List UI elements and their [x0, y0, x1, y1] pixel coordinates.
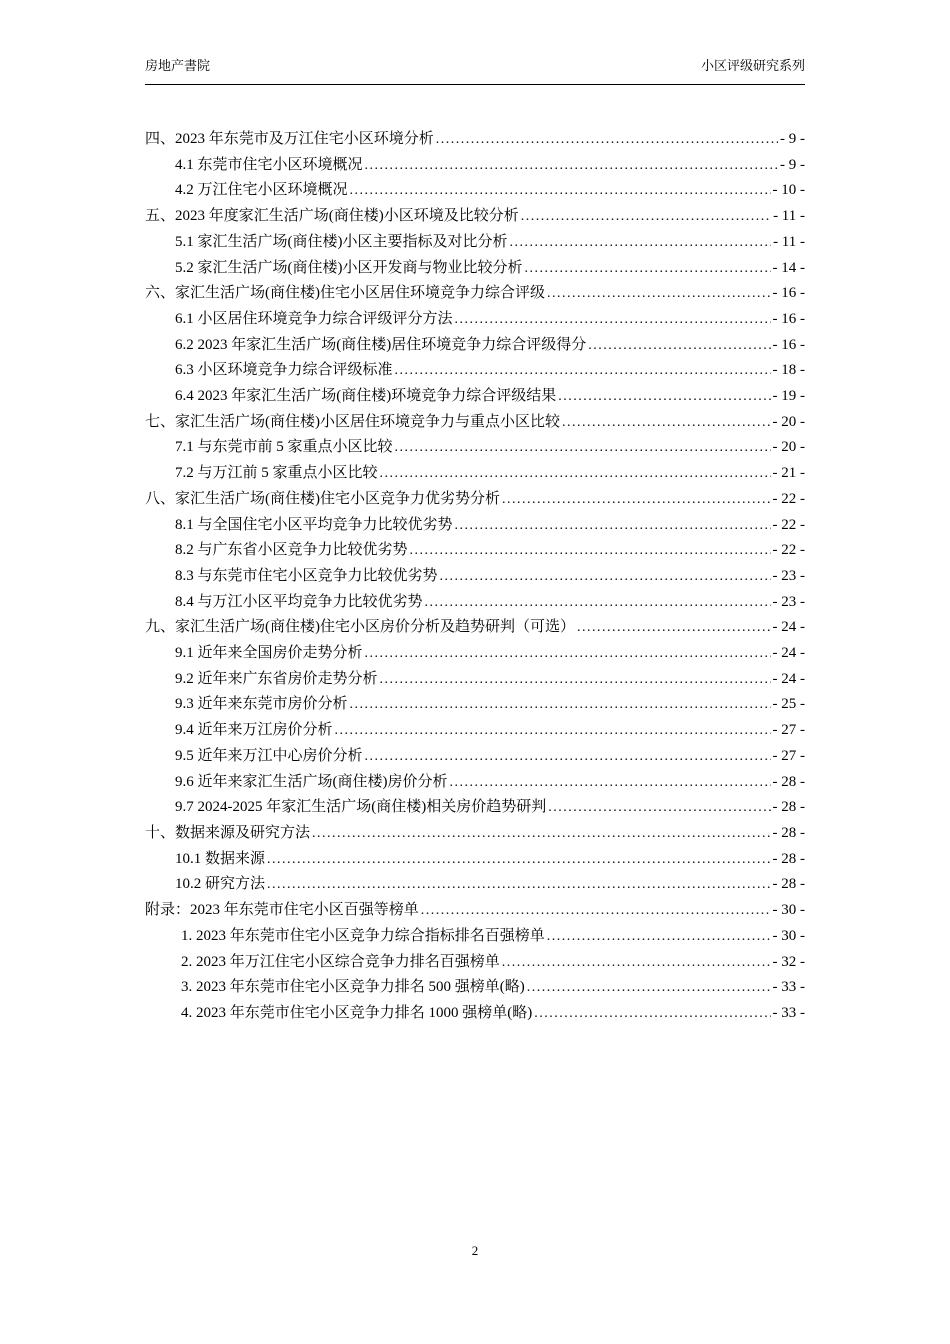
toc-entry-dots: [510, 230, 772, 256]
toc-entry: [145, 538, 805, 564]
toc-entry: [145, 821, 805, 847]
toc-entry: [145, 975, 805, 1001]
toc-entry-title: 9.6 近年来家汇生活广场(商住楼)房价分析: [175, 773, 448, 790]
toc-entry-page: - 20 -: [772, 413, 805, 430]
toc-entry-title: 四、2023 年东莞市及万江住宅小区环境分析: [145, 131, 434, 147]
toc-entry-dots: [365, 641, 771, 667]
toc-entry-dots: [267, 847, 770, 873]
toc-entry-dots: [502, 950, 771, 976]
toc-entry-dots: [395, 358, 771, 384]
toc-entry-page: - 33 -: [772, 979, 805, 996]
toc-entry-dots: [380, 667, 771, 693]
page-number: 2: [471, 1243, 479, 1258]
toc-entry-dots: [548, 795, 770, 821]
toc-entry-title: 5.1 家汇生活广场(商住楼)小区主要指标及对比分析: [175, 233, 508, 250]
toc-entry: [145, 487, 805, 513]
toc-entry-title: 9.2 近年来广东省房价走势分析: [175, 670, 378, 687]
toc-entry-page: - 22 -: [772, 516, 805, 533]
toc-entry-title: 6.2 2023 年家汇生活广场(商住楼)居住环境竞争力综合评级得分: [175, 336, 587, 353]
toc-entry: [145, 410, 805, 436]
toc-entry-title: 8.3 与东莞市住宅小区竞争力比较优劣势: [175, 567, 438, 584]
toc-entry: [145, 898, 805, 924]
toc-entry-title: 附录：2023 年东莞市住宅小区百强等榜单: [145, 902, 419, 919]
toc-entry-page: - 11 -: [773, 233, 805, 250]
toc-entry: [145, 924, 805, 950]
toc-entry-title: 九、家汇生活广场(商住楼)住宅小区房价分析及趋势研判（可选）: [145, 619, 575, 636]
toc-entry-dots: [558, 384, 770, 410]
toc-entry-title: 10.2 研究方法: [175, 876, 266, 893]
toc-entry: [145, 281, 805, 307]
toc-entry: [145, 153, 805, 179]
toc-entry: [145, 127, 805, 153]
toc-entry-page: - 10 -: [772, 182, 805, 199]
toc-entry: [145, 256, 805, 282]
toc-entry: [145, 1001, 805, 1027]
toc-entry-page: - 33 -: [772, 1004, 805, 1021]
toc-entry-dots: [365, 153, 778, 179]
toc-entry-dots: [455, 513, 771, 539]
header-right-text: 小区评级研究系列: [700, 58, 805, 73]
toc-entry-title: 6.3 小区环境竞争力综合评级标准: [175, 362, 393, 379]
toc-entry-page: - 27 -: [772, 722, 805, 739]
toc-entry-page: - 23 -: [772, 593, 805, 610]
toc-entry-dots: [450, 770, 771, 796]
toc-list: [145, 127, 805, 1027]
toc-entry-page: - 28 -: [772, 799, 805, 816]
toc-entry: [145, 461, 805, 487]
toc-entry-title: 7.1 与东莞市前 5 家重点小区比较: [175, 439, 393, 456]
toc-entry: [145, 718, 805, 744]
toc-entry-title: 10.1 数据来源: [175, 850, 266, 867]
toc-entry-page: - 23 -: [772, 567, 805, 584]
toc-entry-dots: [380, 461, 771, 487]
toc-entry: [145, 333, 805, 359]
toc-entry-title: 8.2 与广东省小区竞争力比较优劣势: [175, 542, 408, 559]
toc-entry-dots: [547, 281, 771, 307]
toc-entry-page: - 22 -: [772, 542, 805, 559]
toc-entry-page: - 28 -: [772, 850, 805, 867]
toc-entry-title: 4.2 万江住宅小区环境概况: [175, 182, 348, 199]
toc-entry: [145, 872, 805, 898]
toc-entry-page: - 28 -: [772, 773, 805, 790]
toc-entry-dots: [588, 333, 770, 359]
toc-entry: [145, 770, 805, 796]
toc-entry-title: 五、2023 年度家汇生活广场(商住楼)小区环境及比较分析: [145, 208, 519, 225]
toc-entry-title: 4.1 东莞市住宅小区环境概况: [175, 156, 363, 173]
toc-entry: [145, 178, 805, 204]
toc-entry-dots: [547, 924, 771, 950]
toc-entry: [145, 384, 805, 410]
toc-entry-dots: [425, 590, 771, 616]
toc-entry-title: 3. 2023 年东莞市住宅小区竞争力排名 500 强榜单(略): [181, 979, 525, 996]
toc-entry-page: - 28 -: [772, 876, 805, 893]
toc-entry-page: - 30 -: [772, 902, 805, 919]
page-header: [145, 0, 805, 85]
toc-entry: [145, 230, 805, 256]
toc-entry-dots: [525, 256, 771, 282]
toc-entry-dots: [410, 538, 771, 564]
toc-entry-page: - 24 -: [772, 619, 805, 636]
toc-entry-title: 9.5 近年来万江中心房价分析: [175, 747, 363, 764]
toc-entry-title: 6.1 小区居住环境竞争力综合评级评分方法: [175, 310, 453, 327]
toc-entry: [145, 307, 805, 333]
toc-entry-title: 八、家汇生活广场(商住楼)住宅小区竞争力优劣势分析: [145, 490, 500, 507]
toc-entry-title: 七、家汇生活广场(商住楼)小区居住环境竞争力与重点小区比较: [145, 413, 560, 430]
toc-entry-dots: [577, 615, 771, 641]
toc-entry-page: - 21 -: [772, 465, 805, 482]
toc-entry-title: 十、数据来源及研究方法: [145, 824, 311, 841]
toc-entry-dots: [562, 410, 771, 436]
toc-entry: [145, 667, 805, 693]
toc-entry: [145, 744, 805, 770]
toc-entry-dots: [421, 898, 771, 924]
toc-entry-page: - 16 -: [772, 285, 805, 302]
toc-entry: [145, 847, 805, 873]
toc-entry-dots: [267, 872, 770, 898]
toc-entry-dots: [521, 204, 771, 230]
toc-entry-title: 2. 2023 年万江住宅小区综合竞争力排名百强榜单: [181, 953, 500, 970]
toc-entry: [145, 795, 805, 821]
toc-entry: [145, 564, 805, 590]
toc-entry-dots: [502, 487, 771, 513]
toc-entry: [145, 358, 805, 384]
toc-entry-dots: [395, 435, 771, 461]
toc-entry-title: 9.7 2024-2025 年家汇生活广场(商住楼)相关房价趋势研判: [175, 799, 547, 816]
toc-entry-page: - 18 -: [772, 362, 805, 379]
toc-entry-dots: [436, 127, 778, 153]
toc-entry-title: 六、家汇生活广场(商住楼)住宅小区居住环境竞争力综合评级: [145, 285, 545, 302]
toc-entry-dots: [350, 178, 771, 204]
toc-entry-title: 8.1 与全国住宅小区平均竞争力比较优劣势: [175, 516, 453, 533]
toc-entry-title: 9.4 近年来万江房价分析: [175, 722, 333, 739]
toc-entry-page: - 9 -: [780, 156, 805, 173]
toc-entry-dots: [365, 744, 771, 770]
toc-entry-dots: [455, 307, 771, 333]
header-left-text: 房地产書院: [145, 58, 211, 73]
toc-entry: [145, 204, 805, 230]
toc-entry: [145, 590, 805, 616]
toc-entry: [145, 615, 805, 641]
toc-entry: [145, 435, 805, 461]
toc-entry: [145, 692, 805, 718]
toc-entry-title: 4. 2023 年东莞市住宅小区竞争力排名 1000 强榜单(略): [181, 1004, 533, 1021]
toc-entry-page: - 14 -: [772, 259, 805, 276]
toc-entry-dots: [335, 718, 771, 744]
toc-entry-page: - 24 -: [772, 645, 805, 662]
toc-entry-dots: [312, 821, 770, 847]
toc-entry-dots: [534, 1001, 770, 1027]
toc-entry-dots: [350, 692, 771, 718]
toc-entry: [145, 641, 805, 667]
toc-entry-page: - 27 -: [772, 747, 805, 764]
toc-entry: [145, 513, 805, 539]
toc-entry-page: - 16 -: [772, 336, 805, 353]
toc-entry-page: - 28 -: [772, 824, 805, 841]
toc-entry-title: 7.2 与万江前 5 家重点小区比较: [175, 465, 378, 482]
toc-entry-title: 5.2 家汇生活广场(商住楼)小区开发商与物业比较分析: [175, 259, 523, 276]
toc-entry-page: - 30 -: [772, 927, 805, 944]
toc-entry-title: 6.4 2023 年家汇生活广场(商住楼)环境竞争力综合评级结果: [175, 388, 557, 405]
toc-entry-page: - 25 -: [772, 696, 805, 713]
toc-entry-page: - 16 -: [772, 310, 805, 327]
toc-entry-title: 1. 2023 年东莞市住宅小区竞争力综合指标排名百强榜单: [181, 927, 545, 944]
toc-entry-page: - 22 -: [772, 490, 805, 507]
toc-entry-dots: [440, 564, 771, 590]
page-footer: [0, 1243, 950, 1259]
toc-entry-page: - 19 -: [772, 388, 805, 405]
toc-entry-title: 9.1 近年来全国房价走势分析: [175, 645, 363, 662]
toc-entry-page: - 9 -: [780, 131, 805, 147]
toc-entry-dots: [527, 975, 771, 1001]
toc-entry-page: - 32 -: [772, 953, 805, 970]
toc-entry-page: - 20 -: [772, 439, 805, 456]
toc-entry-title: 9.3 近年来东莞市房价分析: [175, 696, 348, 713]
toc-entry-page: - 11 -: [773, 208, 805, 225]
toc-entry: [145, 950, 805, 976]
toc-entry-title: 8.4 与万江小区平均竞争力比较优劣势: [175, 593, 423, 610]
toc-entry-page: - 24 -: [772, 670, 805, 687]
